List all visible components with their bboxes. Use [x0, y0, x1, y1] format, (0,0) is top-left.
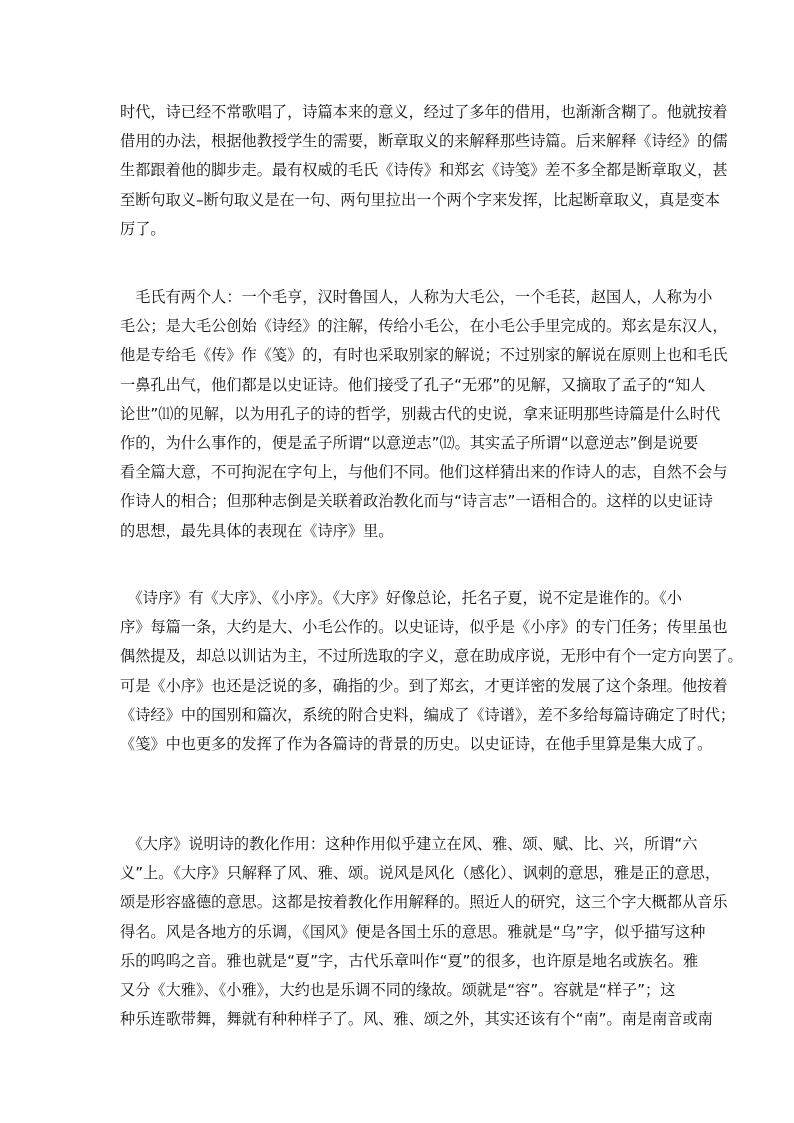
- paragraph-4: [120, 830, 728, 1034]
- paragraph-3: [120, 584, 743, 759]
- text-line: 种乐连歌带舞，舞就有种种样子了。风、雅、颂之外，其实还该有个“南”。南是南音或南: [120, 1010, 713, 1029]
- text-line: 厉了。: [120, 219, 166, 238]
- text-line: 至断句取义–断句取义是在一句、两句里拉出一个两个字来发挥，比起断章取义，真是变本: [120, 190, 720, 209]
- text-line: 借用的办法，根据他教授学生的需要，断章取义的来解释那些诗篇。后来解释《诗经》的儒: [120, 132, 728, 151]
- text-line: 他是专给毛《传》作《笺》的，有时也采取别家的解说；不过别家的解说在原则上也和毛氏: [120, 346, 728, 365]
- text-line: 的思想，最先具体的表现在《诗序》里。: [120, 521, 394, 540]
- text-line: 序》每篇一条，大约是大、小毛公作的。以史证诗，似乎是《小序》的专门任务；传里虽也: [120, 618, 728, 637]
- text-line: 看全篇大意，不可拘泥在字句上，与他们不同。他们这样猜出来的作诗人的志，自然不会与: [120, 463, 728, 482]
- text-line: 《诗序》有《大序》、《小序》。《大序》好像总论，托名子夏，说不定是谁作的。《小: [120, 589, 682, 607]
- text-line: 得名。风是各地方的乐调，《国风》便是各国土乐的意思。雅就是“乌”字，似乎描写这种: [120, 922, 706, 941]
- text-line: 可是《小序》也还是泛说的多，确指的少。到了郑玄，才更详密的发展了这个条理。他按着: [120, 676, 728, 695]
- text-line: 毛氏有两个人：一个毛亨，汉时鲁国人，人称为大毛公，一个毛苌，赵国人，人称为小: [120, 288, 713, 306]
- text-line: 作的，为什么事作的，便是孟子所谓“以意逆志”⑿。其实孟子所谓“以意逆志”倒是说要: [120, 433, 699, 452]
- text-line: 又分《大雅》、《小雅》，大约也是乐调不同的缘故。颂就是“容”。容就是“样子”；这: [120, 980, 676, 999]
- text-line: 乐的呜呜之音。雅也就是“夏”字，古代乐章叫作“夏”的很多，也许原是地名或族名。雅: [120, 951, 699, 970]
- text-line: 颂是形容盛德的意思。这都是按着教化作用解释的。照近人的研究，这三个字大概都从音乐: [120, 893, 728, 912]
- text-line: 《诗经》中的国别和篇次，系统的附合史料，编成了《诗谱》，差不多给每篇诗确定了时代；: [120, 705, 736, 724]
- text-line: 时代，诗已经不常歌唱了，诗篇本来的意义，经过了多年的借用，也渐渐含糊了。他就按着: [120, 103, 728, 121]
- text-line: 作诗人的相合；但那种志倒是关联着政治教化而与“诗言志”一语相合的。这样的以史证诗: [120, 492, 713, 511]
- text-line: 《笺》中也更多的发挥了作为各篇诗的背景的历史。以史证诗，在他手里算是集大成了。: [120, 734, 713, 753]
- text-line: 论世”⑾的见解，以为用孔子的诗的哲学，别裁古代的史说，拿来证明那些诗篇是什么时代: [120, 404, 721, 423]
- paragraph-2: [120, 283, 728, 546]
- text-line: 生都跟着他的脚步走。最有权威的毛氏《诗传》和郑玄《诗笺》差不多全都是断章取义，甚: [120, 161, 728, 180]
- text-line: 偶然提及，却总以训诂为主，不过所选取的字义，意在助成序说，无形中有个一定方向罢了。: [120, 647, 743, 666]
- text-line: 《大序》说明诗的教化作用：这种作用似乎建立在风、雅、颂、赋、比、兴，所谓“六: [120, 835, 698, 853]
- paragraph-1: [120, 98, 728, 244]
- text-line: 一鼻孔出气，他们都是以史证诗。他们接受了孔子“无邪”的见解，又摘取了孟子的“知人: [120, 375, 706, 394]
- text-line: 毛公；是大毛公创始《诗经》的注解，传给小毛公，在小毛公手里完成的。郑玄是东汉人，: [120, 317, 728, 336]
- text-line: 义”上。《大序》只解释了风、雅、颂。说风是风化（感化）、讽刺的意思，雅是正的意思，: [120, 864, 721, 883]
